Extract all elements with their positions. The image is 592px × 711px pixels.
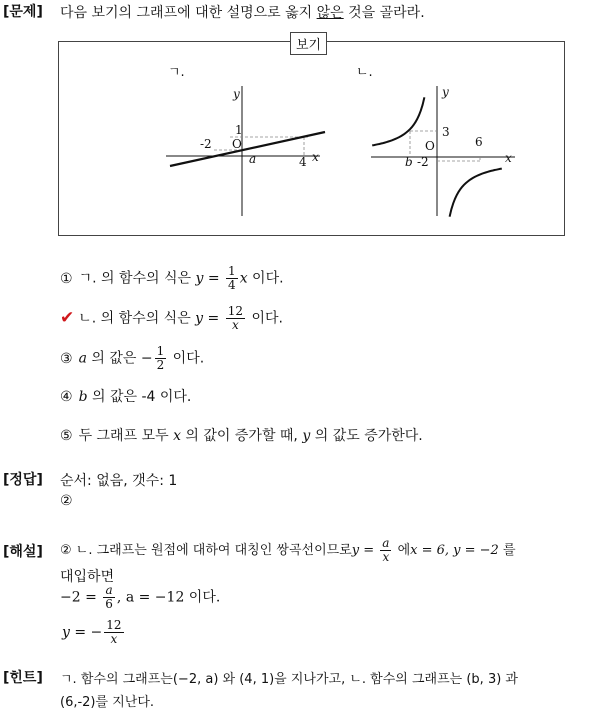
hint-line1: ㄱ. 함수의 그래프는(−2, a) 와 (4, 1)을 지나가고, ㄴ. 함수의 그래프는 (b, 3) 과: [60, 672, 518, 687]
graph-a-y-label: y: [233, 87, 240, 101]
graph-b-curve-left: [372, 97, 424, 145]
answer-line1: 순서: 없음, 갯수: 1: [60, 473, 178, 489]
graph-b-tick-3: 3: [442, 125, 450, 139]
explanation-tag: [해설]: [3, 544, 43, 560]
choice-3-mark: ③: [60, 350, 73, 367]
graph-b-origin: O: [425, 139, 435, 153]
graph-b-y-label: y: [442, 85, 449, 99]
choice-2[interactable]: ✔ ㄴ. 의 함수의 식은 y = $\frac{12}{x}$ 이다.: [60, 304, 283, 332]
graph-b-label: ㄴ.: [356, 65, 373, 80]
problem-tag: [문제]: [3, 4, 43, 20]
explanation-line2: 대입하면: [60, 569, 115, 585]
choice-5-mark: ⑤: [60, 428, 73, 444]
graph-b-tick-b: b: [405, 155, 413, 169]
graph-a-tick-4: 4: [299, 155, 307, 169]
graph-a-x-label: x: [312, 150, 319, 164]
choice-1-mark: ①: [60, 270, 73, 287]
question-text: 다음 보기의 그래프에 대한 설명으로 옳지 않은 것을 골라라.: [60, 5, 425, 21]
choice-3-fraction: $\frac{1}{2}$: [156, 344, 165, 372]
explanation-line3: −2 = $\frac{a}{6}$ , a = −12 이다.: [60, 583, 221, 611]
choice-2-fraction: $\frac{12}{x}$: [227, 304, 244, 332]
choice-5[interactable]: ⑤ 두 그래프 모두 x 의 값이 증가할 때, y 의 값도 증가한다.: [60, 428, 423, 444]
question-underline: 않은: [316, 5, 344, 21]
graph-a-tick-1: 1: [235, 123, 243, 137]
graph-b-tick-6: 6: [475, 135, 483, 149]
graph-a-label: ㄱ.: [168, 65, 185, 80]
graph-b-curve-right: [450, 169, 502, 217]
choice-3[interactable]: ③ a 의 값은 − $\frac{1}{2}$ 이다.: [60, 344, 205, 372]
choice-1-fraction: $\frac{1}{4}$: [228, 264, 236, 292]
graph-a: [160, 78, 335, 223]
example-box-label: 보기: [290, 32, 327, 55]
choice-4-mark: ④: [60, 389, 73, 405]
answer-tag: [정답]: [3, 472, 43, 488]
graph-a-tick-a: a: [249, 152, 257, 166]
explanation-line1: ② ㄴ. 그래프는 원점에 대하여 대칭인 쌍곡선이므로y = $\frac{a}{x}$ 에x = 6, y = −2 를: [60, 536, 516, 564]
graph-a-origin: O: [232, 137, 242, 151]
graph-b-tick-neg2: -2: [417, 155, 429, 169]
choice-1[interactable]: ① ㄱ. 의 함수의 식은 y = $\frac{1}{4}$ x 이다.: [60, 264, 284, 292]
check-icon: ✔: [60, 307, 75, 328]
hint-line2: (6,-2)를 지난다.: [60, 695, 155, 710]
graph-b-x-label: x: [505, 151, 512, 165]
graph-a-tick-neg2: -2: [200, 137, 212, 151]
graph-b: [365, 78, 520, 223]
hint-tag: [힌트]: [3, 670, 43, 686]
explanation-line4: y = − $\frac{12}{x}$: [62, 618, 122, 646]
answer-line2: ②: [60, 493, 73, 509]
choice-4[interactable]: ④ b 의 값은 -4 이다.: [60, 389, 192, 405]
